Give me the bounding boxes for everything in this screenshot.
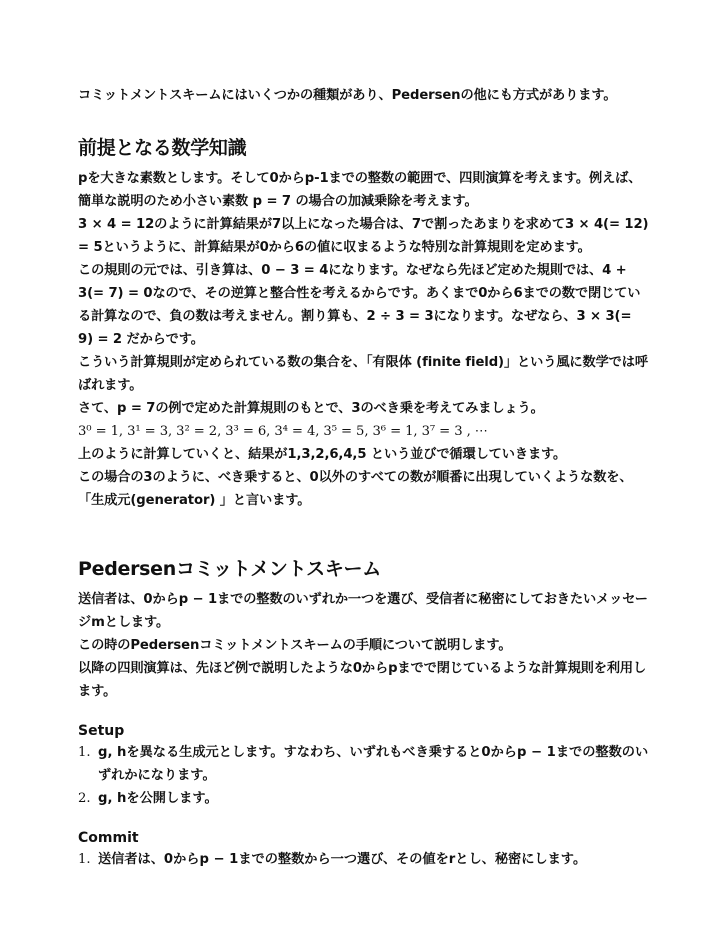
list-item	[78, 741, 650, 787]
commit-list	[78, 848, 650, 871]
paragraph-finite-field: こういう計算規則が定められている数の集合を、「有限体 (finite field)」という風に数学では呼ばれます。	[78, 355, 648, 393]
paragraph-procedure: この時のPedersenコミットメントスキームの手順について説明します。	[78, 638, 512, 653]
list-number: 2.	[78, 791, 91, 806]
paragraph-cycle: 上のように計算していくと、結果が1,3,2,6,4,5 という並びで循環していきます。	[78, 447, 567, 462]
intro-paragraph: コミットメントスキームにはいくつかの種類があり、Pedersenの他にも方式があります。	[78, 88, 617, 103]
paragraph-generator: この場合の3のように、べき乗すると、0以外のすべての数が順番に出現していくような数を、「生成元(generator) 」と言います。	[78, 470, 633, 508]
paragraph-subtraction: この規則の元では、引き算は、0 − 3 = 4になります。なぜなら先ほど定めた規則では、4 + 3(= 7) = 0なので、その逆算と整合性を考えるからです。あくまで0から6までの数で閉じている計算なので、負の数は考えません。割り算も、2 ÷ 3 = 3になります。なぜなら、3 × 3(= 9) = 2 だからです。	[78, 263, 641, 347]
paragraph-powers-intro: さて、p = 7の例で定めた計算規則のもとで、3のべき乗を考えてみましょう。	[78, 401, 544, 416]
list-number: 1.	[78, 745, 91, 760]
list-number: 1.	[78, 852, 91, 867]
setup-list	[78, 741, 650, 810]
list-item	[78, 848, 650, 871]
setup-heading: Setup	[78, 723, 125, 739]
paragraph-sender: 送信者は、0からp − 1までの整数のいずれか一つを選び、受信者に秘密にしておきたいメッセージmとします。	[78, 592, 648, 630]
paragraph-rules: 以降の四則演算は、先ほど例で説明したような0からpまでで閉じているような計算規則を利用します。	[78, 661, 647, 699]
paragraph-prime: pを大きな素数とします。そして0からp-1までの整数の範囲で、四則演算を考えます。例えば、簡単な説明のため小さい素数 p = 7 の場合の加減乗除を考えます。	[78, 171, 642, 209]
document-page	[78, 84, 650, 871]
list-text: g, hを公開します。	[98, 791, 218, 806]
list-item	[78, 787, 650, 810]
paragraph-modulo: 3 × 4 = 12のように計算結果が7以上になった場合は、7で割ったあまりを求めて3 × 4(= 12) = 5というように、計算結果が0から6の値に収まるような特別な計算規則を定めます。	[78, 217, 649, 255]
commit-heading: Commit	[78, 830, 139, 846]
list-text: g, hを異なる生成元とします。すなわち、いずれもべき乗すると0からp − 1までの整数のいずれかになります。	[98, 745, 649, 783]
section-heading-math: 前提となる数学知識	[78, 137, 247, 159]
powers-equation: 3⁰ = 1, 3¹ = 3, 3² = 2, 3³ = 6, 3⁴ = 4, 3⁵ = 5, 3⁶ = 1, 3⁷ = 3 , ⋯	[78, 424, 488, 439]
list-text: 送信者は、0からp − 1までの整数から一つ選び、その値をrとし、秘密にします。	[98, 852, 587, 867]
section-heading-pedersen: Pedersenコミットメントスキーム	[78, 558, 381, 580]
